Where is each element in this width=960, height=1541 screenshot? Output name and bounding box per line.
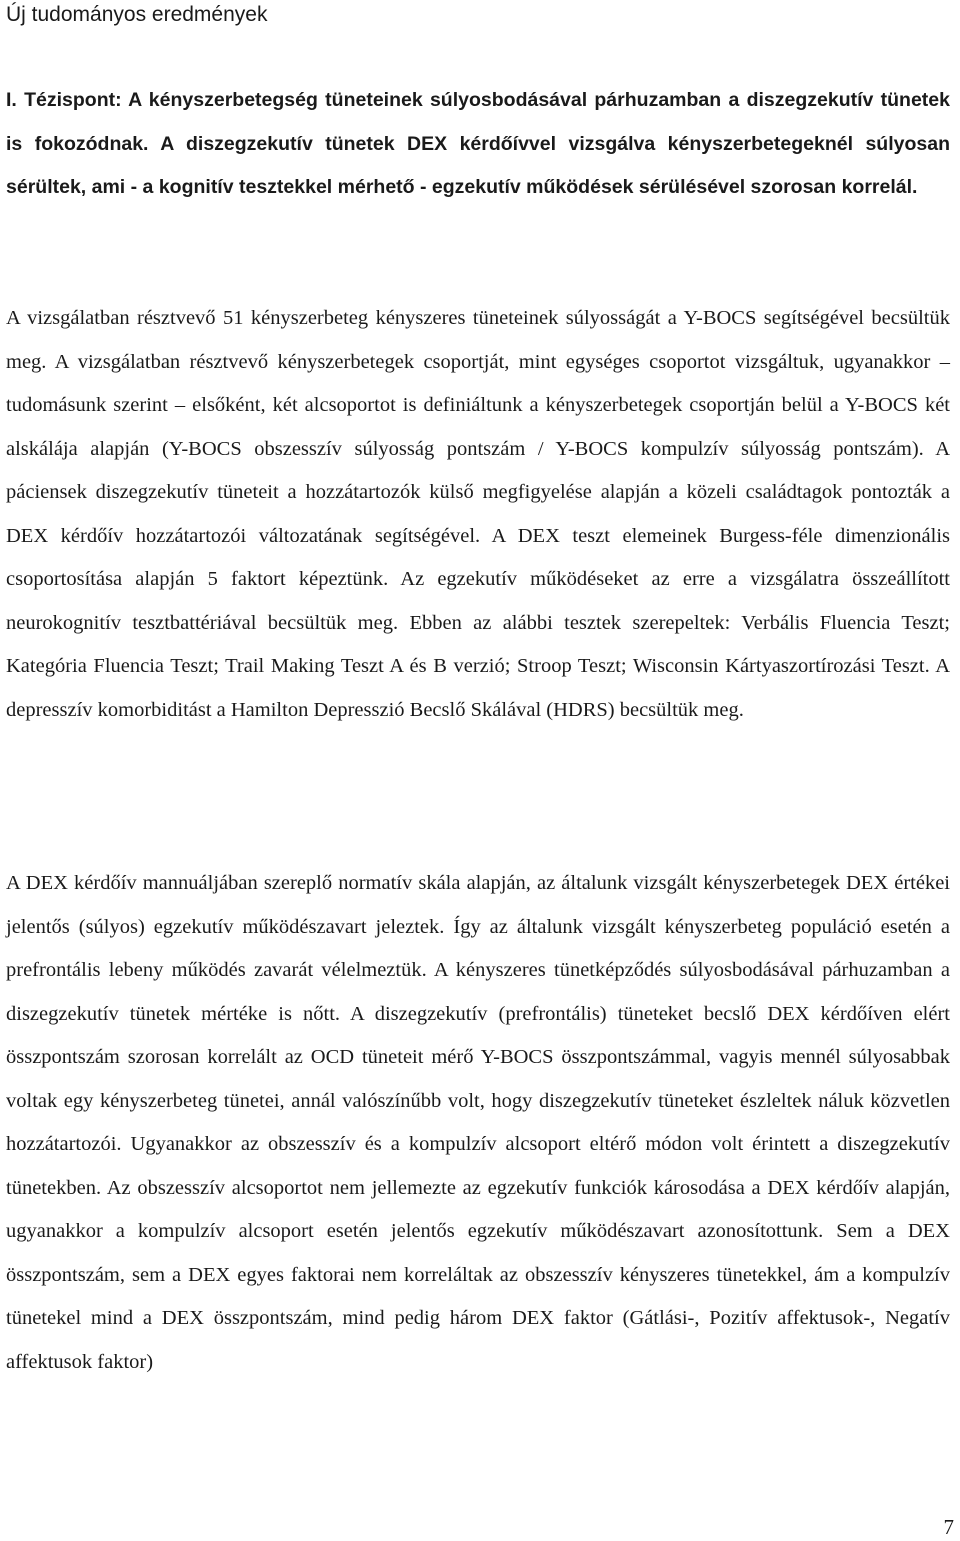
page-number: 7 <box>943 1515 954 1539</box>
body-paragraph-results: A DEX kérdőív mannuáljában szereplő normatív skála alapján, az általunk vizsgált kényszerbetegek DEX értékei jelentős (súlyos) egzekutív működészavart jeleztek. Így az általunk vizsgált kényszerbeteg populáció esetén a prefrontális lebeny működés zavarát vélelmeztük. A kényszeres tünetképződés súlyosbodásával párhuzamban a diszegzekutív tünetek mértéke is nőtt. A diszegzekutív (prefrontális) tüneteket becslő DEX kérdőíven elért összpontszám szorosan korrelált az OCD tüneteit mérő Y-BOCS összpontszámmal, vagyis mennél súlyosabbak voltak egy kényszerbeteg tünetei, annál valószínűbb volt, hogy diszegzekutív tüneteket észleltek náluk közvetlen hozzátartozói. Ugyanakkor az obszesszív és a kompulzív alcsoport eltérő módon volt érintett a diszegzekutív tünetekben. Az obszesszív alcsoportot nem jellemezte az egzekutív funkciók károsodása a DEX kérdőív alapján, ugyanakkor a kompulzív alcsoport esetén jelentős egzekutív működészavart azonosítottunk. Sem a DEX összpontszám, sem a DEX egyes faktorai nem korreláltak az obszesszív kényszeres tünetekkel, ám a kompulzív tünetekel mind a DEX összpontszám, mind pedig három DEX faktor (Gátlási-, Pozitív affektusok-, Negatív affektusok faktor) <box>6 872 950 1373</box>
thesis-statement: I. Tézispont: A kényszerbetegség tüneteinek súlyosbodásával párhuzamban a diszegzekutív tünetek is fokozódnak. A diszegzekutív tünetek DEX kérdőívvel vizsgálva kényszerbetegeknél súlyosan sérültek, ami - a kognitív tesztekkel mérhető - egzekutív működések sérülésével szorosan korrelál. <box>6 89 950 198</box>
body-paragraph-methods: A vizsgálatban résztvevő 51 kényszerbeteg kényszeres tüneteinek súlyosságát a Y-BOCS segítségével becsültük meg. A vizsgálatban résztvevő kényszerbetegek csoportját, mint egységes csoportot vizsgáltuk, ugyanakkor – tudomásunk szerint – elsőként, két alcsoportot is definiáltunk a kényszerbetegek csoportján belül a Y-BOCS két alskálája alapján (Y-BOCS obszesszív súlyosság pontszám / Y-BOCS kompulzív súlyosság pontszám). A páciensek diszegzekutív tüneteit a hozzátartozók külső megfigyelése alapján a közeli családtagok pontozták a DEX kérdőív hozzátartozói változatának segítségével. A DEX teszt elemeinek Burgess-féle dimenzionális csoportosítása alapján 5 faktort képeztünk. Az egzekutív működéseket az erre a vizsgálatra összeállított neurokognitív tesztbattériával becsültük meg. Ebben az alábbi tesztek szerepeltek: Verbális Fluencia Teszt; Kategória Fluencia Teszt; Trail Making Teszt A és B verzió; Stroop Teszt; Wisconsin Kártyaszortírozási Teszt. A depresszív komorbiditást a Hamilton Depresszió Becslő Skálával (HDRS) becsültük meg. <box>6 307 950 721</box>
section-heading: Új tudományos eredmények <box>6 3 268 26</box>
